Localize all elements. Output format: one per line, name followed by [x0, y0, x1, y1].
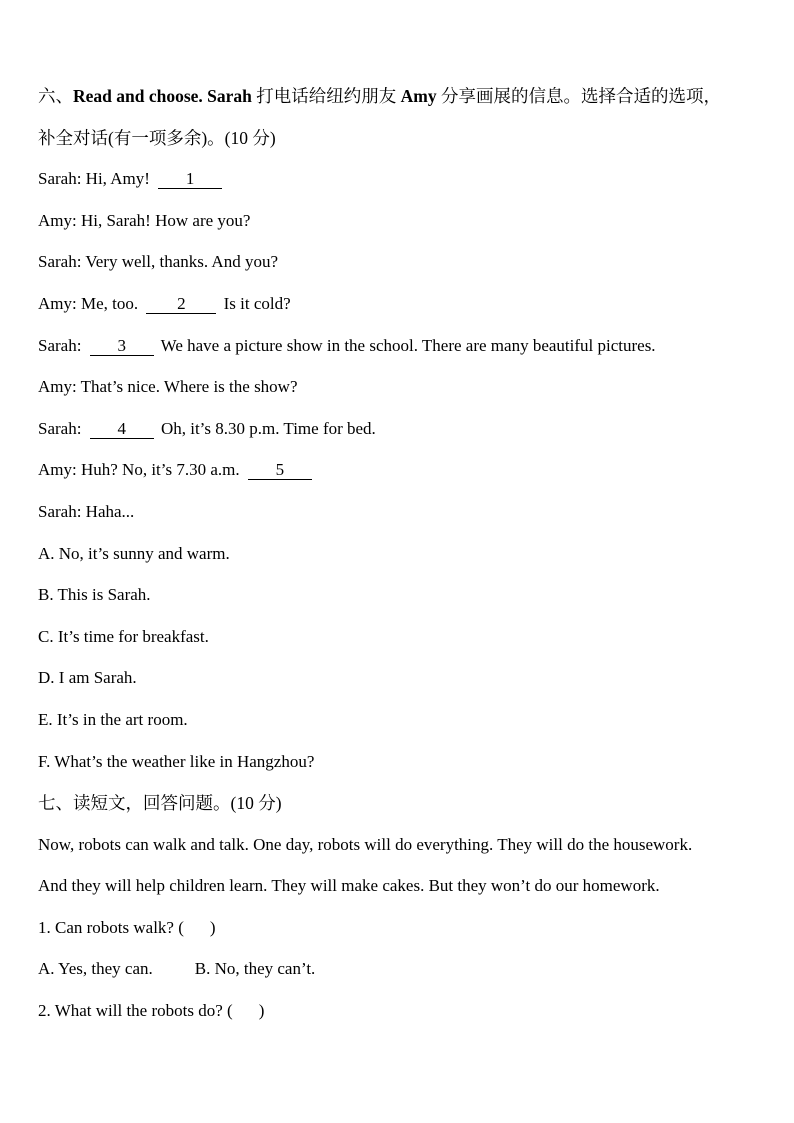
- question-1-option-b: B. No, they can’t.: [194, 959, 316, 979]
- section6-heading: [38, 82, 768, 124]
- answer-blank-5[interactable]: 5: [248, 461, 312, 480]
- dialogue-line-6: Amy: That’s nice. Where is the show?: [38, 377, 298, 397]
- option-e: E. It’s in the art room.: [38, 709, 188, 729]
- worksheet-page: [38, 82, 768, 1039]
- dialogue-line-4: [38, 290, 768, 332]
- dialogue-text: Sarah: Hi, Amy!: [38, 169, 150, 189]
- section6-heading-en: Read and choose. Sarah: [73, 86, 257, 106]
- section6-heading-line2: 补全对话(有一项多余)。(10 分): [38, 127, 276, 148]
- option-a: A. No, it’s sunny and warm.: [38, 543, 230, 563]
- section6-heading-amy: Amy: [396, 86, 442, 106]
- dialogue-text: Sarah:: [38, 335, 82, 355]
- dialogue-text: Oh, it’s 8.30 p.m. Time for bed.: [160, 418, 376, 438]
- question-1-close: ): [209, 917, 216, 937]
- dialogue-line-8: [38, 456, 768, 498]
- dialogue-line-5: [38, 332, 768, 374]
- section6-heading-cn-2: 分享画展的信息。选择合适的选项，: [441, 86, 722, 106]
- dialogue-text: Amy: Huh? No, it’s 7.30 a.m.: [38, 460, 240, 480]
- dialogue-text: Amy: Me, too.: [38, 293, 139, 313]
- question-2-text: 2. What will the robots do? (: [38, 1001, 233, 1021]
- section6-heading-cn: 打电话给纽约朋友: [256, 86, 397, 106]
- dialogue-line-1: [38, 165, 768, 207]
- answer-blank-3[interactable]: 3: [90, 337, 154, 356]
- passage-line-1: Now, robots can walk and talk. One day, robots will do everything. They will do the housework.: [38, 834, 693, 854]
- answer-blank-2[interactable]: 2: [146, 295, 216, 314]
- dialogue-line-3: Sarah: Very well, thanks. And you?: [38, 252, 279, 272]
- answer-blank-4[interactable]: 4: [90, 420, 154, 439]
- question-1: [38, 914, 768, 956]
- dialogue-line-7: [38, 415, 768, 457]
- question-1-options: [38, 955, 768, 997]
- dialogue-text: We have a picture show in the school. There are many beautiful pictures.: [160, 335, 656, 355]
- dialogue-text: Sarah:: [38, 418, 82, 438]
- question-2-close: ): [258, 1001, 265, 1021]
- option-f: F. What’s the weather like in Hangzhou?: [38, 751, 315, 771]
- dialogue-line-9: Sarah: Haha...: [38, 501, 135, 521]
- option-d: D. I am Sarah.: [38, 668, 137, 688]
- dialogue-line-2: Amy: Hi, Sarah! How are you?: [38, 210, 251, 230]
- section7-heading: 七、读短文，回答问题。(10 分): [38, 793, 282, 814]
- option-b: B. This is Sarah.: [38, 585, 151, 605]
- dialogue-text: Is it cold?: [223, 293, 291, 313]
- question-2: [38, 997, 768, 1039]
- question-1-text: 1. Can robots walk? (: [38, 917, 184, 937]
- passage-line-2: And they will help children learn. They will make cakes. But they won’t do our homework.: [38, 876, 660, 896]
- section6-number: 六、: [38, 86, 73, 106]
- option-c: C. It’s time for breakfast.: [38, 626, 209, 646]
- question-1-option-a: A. Yes, they can.: [38, 959, 153, 979]
- answer-blank-1[interactable]: 1: [158, 170, 222, 189]
